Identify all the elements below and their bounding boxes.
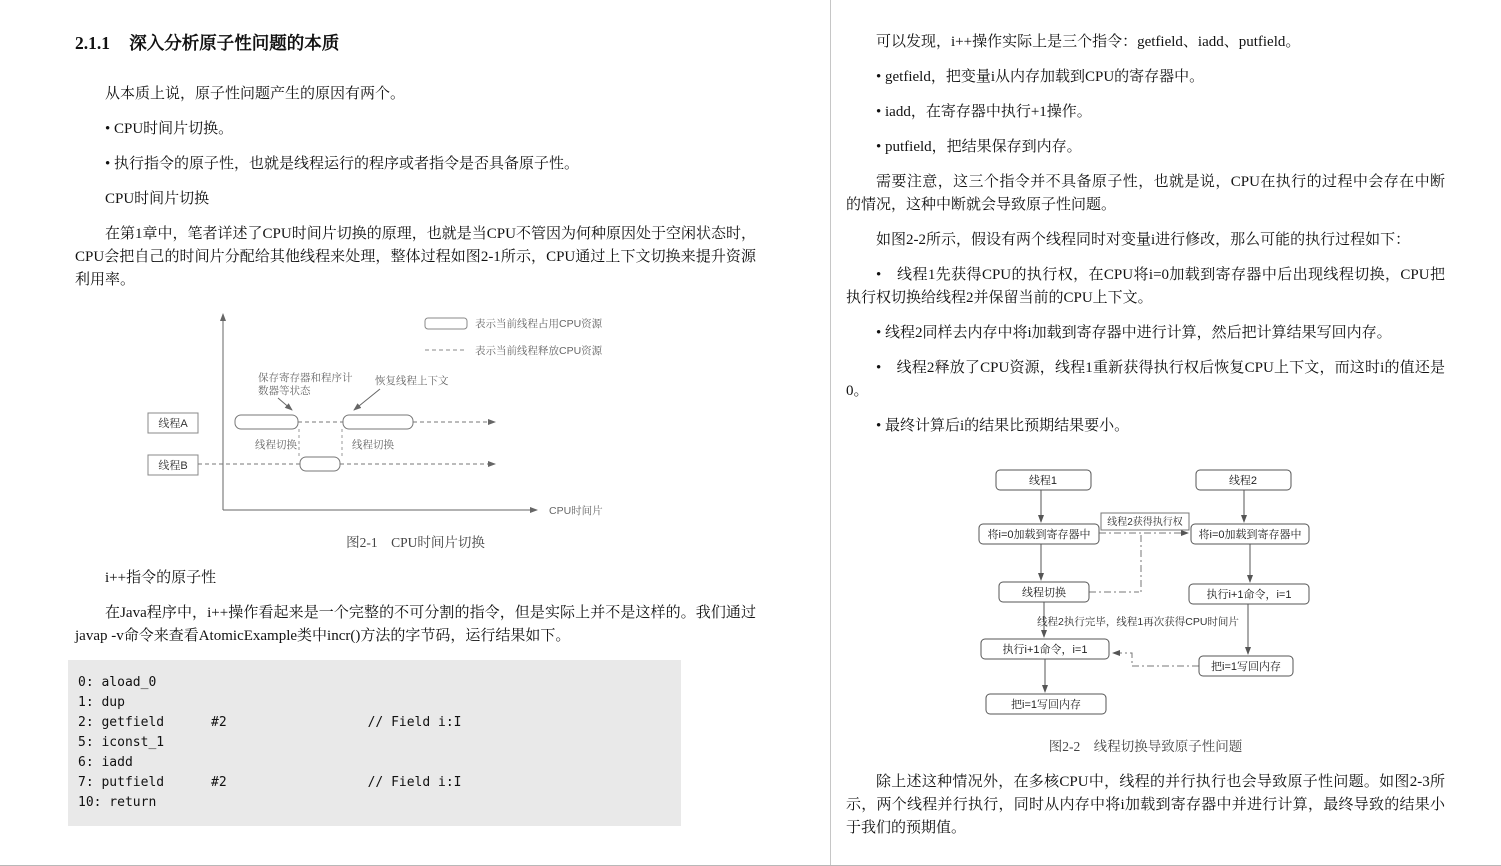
code-line: 2: getfield #2 // Field i:I <box>78 715 462 730</box>
page-right <box>831 0 1501 865</box>
figure1-caption: 图2-1 CPU时间片切换 <box>346 535 485 550</box>
thread-b-label: 线程B <box>158 460 188 472</box>
save-state-label-line1: 保存寄存器和程序计 <box>258 372 353 384</box>
paragraph-note-atomicity: 需要注意，这三个指令并不具备原子性，也就是说，CPU在执行的过程中会存在中断的情况，这种中断就会导致原子性问题。 <box>846 174 1445 213</box>
bullet-iadd: • iadd，在寄存器中执行+1操作。 <box>876 104 1092 120</box>
incr-left-node <box>981 639 1109 659</box>
paragraph-closing: 除上述这种情况外，在多核CPU中，线程的并行执行也会导致原子性问题。如图2-3所示，两个线程并行执行，同时从内存中将i加载到寄存器中并进行计算，最终导致的结果小于我们的预期值。 <box>846 774 1445 836</box>
thread-a-row <box>148 413 495 433</box>
paragraph-cpu-detail: 在第1章中，笔者详述了CPU时间片切换的原理，也就是当CPU不管因为何种原因处于空闲状态时，CPU会把自己的时间片分配给其他线程来处理，整体过程如图2-1所示，CPU通过上下文切换来提升资源利用率。 <box>75 226 756 288</box>
paragraph-intro: 从本质上说，原子性问题产生的原因有两个。 <box>105 86 406 102</box>
legend-occupy-label: 表示当前线程占用CPU资源 <box>475 318 603 330</box>
switch-connectors <box>299 429 342 457</box>
section-number: 2.1.1 <box>75 33 110 53</box>
bullet-thread2-release: • 线程2释放了CPU资源，线程1重新获得执行权后恢复CPU上下文，而这时i的值还是0。 <box>846 360 1445 399</box>
code-line: 6: iadd <box>78 755 133 770</box>
thread-switch-node <box>999 582 1089 602</box>
bullet-getfield: • getfield，把变量i从内存加载到CPU的寄存器中。 <box>876 69 1205 85</box>
bullet-putfield: • putfield，把结果保存到内存。 <box>876 139 1082 155</box>
thread-a-run-block-1 <box>235 415 298 429</box>
paragraph-fig2-intro: 如图2-2所示，假设有两个线程同时对变量i进行修改，那么可能的执行过程如下： <box>876 232 1411 248</box>
paragraph-discover: 可以发现，i++操作实际上是三个指令：getfield、iadd、putfield。 <box>876 34 1301 50</box>
thread1-label: 线程1 <box>1028 475 1058 487</box>
axes <box>223 314 537 510</box>
load-register-right-node <box>1191 524 1309 544</box>
bytecode-block <box>68 660 681 826</box>
code-line: 5: iconst_1 <box>78 735 165 750</box>
write-memory-right-label: 把i=1写回内存 <box>1211 661 1281 673</box>
section-heading <box>75 30 756 55</box>
thread-b-run-block <box>300 457 340 471</box>
restore-context-label: 恢复线程上下文 <box>375 375 449 387</box>
bullet-instruction-atomicity: • 执行指令的原子性，也就是线程运行的程序或者指令是否具备原子性。 <box>105 156 580 172</box>
incr-right-node <box>1189 584 1309 604</box>
thread-a-label: 线程A <box>158 418 188 430</box>
load-register-right-label: 将i=0加载到寄存器中 <box>1198 529 1302 541</box>
legend <box>425 317 603 357</box>
axis-label: CPU时间片 <box>549 505 603 517</box>
incr-right-label: 执行i+1命令，i=1 <box>1206 589 1292 601</box>
load-register-left-label: 将i=0加载到寄存器中 <box>987 529 1091 541</box>
incr-left-label: 执行i+1命令，i=1 <box>1002 644 1088 656</box>
switch-label-b: 线程切换 <box>352 439 394 451</box>
write-memory-left-label: 把i=1写回内存 <box>1011 699 1081 711</box>
thread1-node <box>996 470 1091 490</box>
gain-exec-label: 线程2获得执行权 <box>1107 517 1183 528</box>
cpu-timeslice-diagram <box>75 306 615 520</box>
bullet-final-result: • 最终计算后i的结果比预期结果要小。 <box>876 418 1130 434</box>
bullet-cpu-switch: • CPU时间片切换。 <box>105 121 234 137</box>
bullet-thread1-exec: • 线程1先获得CPU的执行权，在CPU将i=0加载到寄存器中后出现线程切换，CPU把执行权切换给线程2并保留当前的CPU上下文。 <box>846 267 1445 306</box>
legend-occupy-swatch <box>425 318 467 329</box>
resume-note-label: 线程2执行完毕，线程1再次获得CPU时间片 <box>1037 616 1239 628</box>
bullet-thread2-exec: • 线程2同样去内存中将i加载到寄存器中进行计算，然后把计算结果写回内存。 <box>876 325 1392 341</box>
figure2-caption: 图2-2 线程切换导致原子性问题 <box>1048 739 1243 754</box>
code-line: 7: putfield #2 // Field i:I <box>78 775 462 790</box>
subheading-ipp-atomicity: i++指令的原子性 <box>105 570 217 586</box>
save-state-arrow <box>278 398 292 410</box>
annotation-save-state <box>258 371 353 410</box>
section-title: 深入分析原子性问题的本质 <box>129 33 340 53</box>
thread-switch-label: 线程切换 <box>1022 587 1066 599</box>
write-memory-right-node <box>1199 656 1293 676</box>
thread2-label: 线程2 <box>1228 475 1258 487</box>
code-line: 1: dup <box>78 695 125 710</box>
restore-context-arrow <box>354 389 380 410</box>
thread-switch-flowchart <box>846 452 1326 724</box>
load-register-left-node <box>979 524 1099 544</box>
code-line: 10: return <box>78 795 157 810</box>
write-memory-left-node <box>986 694 1106 714</box>
figure-thread-switch <box>846 452 1445 755</box>
switch-label-a: 线程切换 <box>255 439 297 451</box>
paragraph-ipp-detail: 在Java程序中，i++操作看起来是一个完整的不可分割的指令，但是实际上并不是这样的。我们通过javap -v命令来查看AtomicExample类中incr()方法的字节码，运行结果如下。 <box>75 605 756 644</box>
annotation-restore-context <box>354 374 449 410</box>
thread2-node <box>1196 470 1291 490</box>
subheading-cpu-switch: CPU时间片切换 <box>105 191 210 207</box>
figure-cpu-timeslice <box>75 306 756 551</box>
gain-exec-node <box>1101 513 1189 530</box>
save-state-label-line2: 数器等状态 <box>258 385 311 397</box>
thread-b-row <box>148 455 495 475</box>
code-line: 0: aload_0 <box>78 675 157 690</box>
legend-release-label: 表示当前线程释放CPU资源 <box>475 345 603 357</box>
thread-a-run-block-2 <box>343 415 413 429</box>
